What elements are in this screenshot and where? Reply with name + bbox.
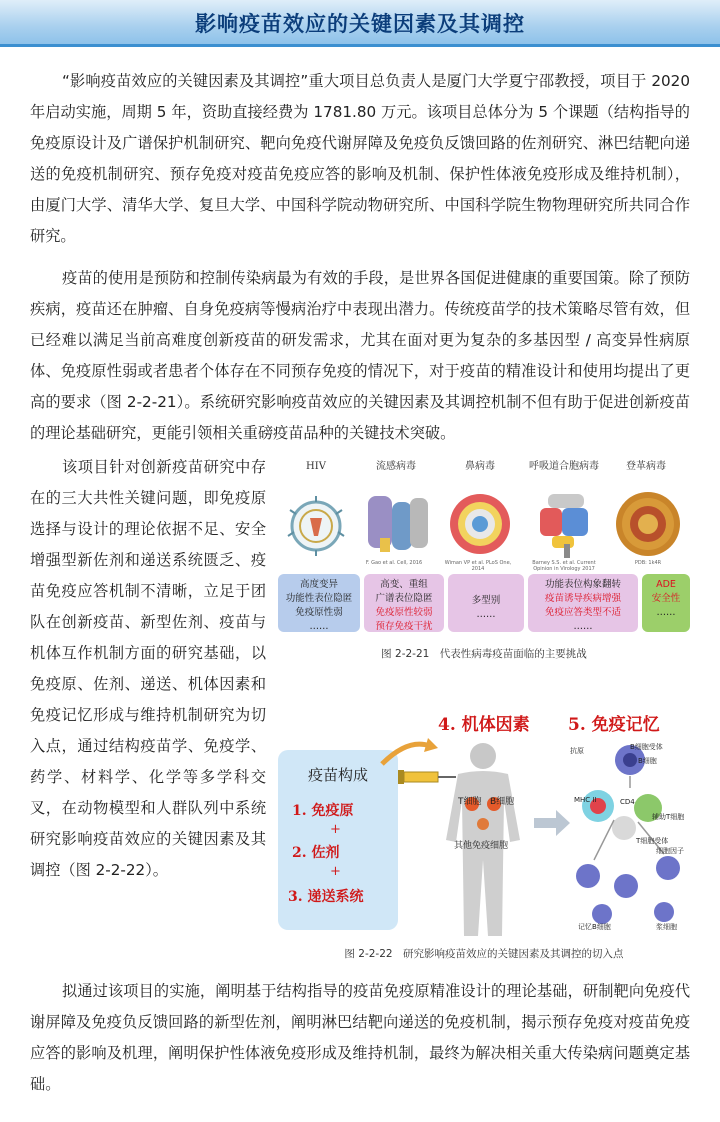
plus-sign: + — [330, 822, 341, 837]
box-line: 广谱表位隐匿 — [375, 593, 433, 604]
box-line: 高变、重组 — [380, 579, 428, 590]
box-line: …… — [476, 609, 496, 620]
box-line: 多型别 — [471, 595, 501, 606]
paragraph-intro: “影响疫苗效应的关键因素及其调控”重大项目总负责人是厦门大学夏宁邵教授，项目于 2020 年启动实施，周期 5 年，资助直接经费为 1781.80 万元。该项目总体分为 5 个课题（结构指导的免疫原设计及广谱保护机制研究、靶向免疫代谢屏障及免疫负反馈回路的佐剂研究、淋巴结靶向递送的免疫机制研究、预存免疫对疫苗免疫应答的影响及机制、保护性体液免疫形成及维持机制），由厦门大学、清华大学、复旦大学、中国科学院动物研究所、中国科学院生物物理研究所共同合作研究。 — [30, 72, 690, 245]
syringe-icon — [398, 762, 458, 792]
box-line: 免疫原性弱 — [295, 607, 343, 618]
rsv-protein-illustration — [530, 488, 602, 560]
figure-virus-challenges — [278, 460, 690, 660]
box-line: ADE — [656, 579, 676, 590]
box-line: …… — [656, 607, 676, 618]
box-line: 免疫应答类型不适 — [544, 607, 621, 618]
cite-influenza: F. Gao et al. Cell, 2016 — [365, 560, 423, 566]
paragraph-approach: 该项目针对创新疫苗研究中存在的三大共性关键问题，即免疫原选择与设计的理论依据不足、安全增强型新佐剂和递送系统匮乏、疫苗免疫应答机制不清晰，立足于团队在创新疫苗、新型佐剂、疫苗与机体互作机制方面的研究基础，以免疫原、佐剂、递送、机体因素和免疫记忆形成与维持机制研究为切入点，通过结构疫苗学、免疫学、药学、材料学、化学等多学科交叉，在动物模型和人群队列中系统研究影响疫苗效应的关键因素及其调控（图 2-2-22）。 — [30, 458, 266, 879]
figure-caption: 图 2-2-22 研究影响疫苗效应的关键因素及其调控的切入点 — [344, 948, 624, 960]
box-line: 预存免疫干扰 — [375, 621, 433, 632]
label-helper-t: 辅助T细胞 — [652, 813, 685, 821]
dengue-virus-illustration — [612, 488, 684, 560]
box-line: 疫苗诱导疾病增强 — [544, 593, 621, 604]
label-cd4: CD4 — [620, 798, 635, 806]
label-bcell-memory: B细胞 — [638, 757, 657, 765]
virus-label-influenza: 流感病毒 — [376, 461, 416, 472]
challenge-box-influenza — [364, 574, 444, 632]
figure-vaccine-factors — [278, 700, 690, 940]
box-line: 免疫原性较弱 — [375, 607, 433, 618]
vaccine-components-box — [278, 750, 398, 930]
paragraph-outcome: 拟通过该项目的实施，阐明基于结构指导的疫苗免疫原精准设计的理论基础，研制靶向免疫代谢屏障及免疫负反馈回路的新型佐剂，阐明淋巴结靶向递送的免疫机制，揭示预存免疫对疫苗免疫应答的影响及机理，阐明保护性体液免疫形成及维持机制，最终为解决相关重大传染病问题奠定基础。 — [30, 982, 690, 1093]
label-plasma-cell: 浆细胞 — [656, 923, 677, 931]
box-line: …… — [309, 621, 329, 632]
figure-caption: 图 2-2-21 代表性病毒疫苗面临的主要挑战 — [381, 648, 587, 660]
label-cytokine: 细胞因子 — [656, 847, 684, 855]
virus-label-hiv: HIV — [306, 461, 326, 472]
label-other-immune-cells: 其他免疫细胞 — [454, 841, 509, 851]
cite-dengue: PDB: 1k4R — [634, 560, 662, 566]
component-delivery: 3. 递送系统 — [288, 889, 364, 905]
label-b-cell: B细胞 — [490, 797, 515, 807]
factor-body-title: 4. 机体因素 — [438, 715, 530, 735]
label-t-cell: T细胞 — [458, 797, 482, 807]
label-bcr: B细胞受体 — [630, 743, 663, 751]
component-adjuvant: 2. 佐剂 — [292, 845, 340, 861]
box-line: …… — [573, 621, 593, 632]
virus-label-rsv: 呼吸道合胞病毒 — [529, 461, 599, 472]
challenge-box-hiv — [278, 574, 360, 632]
cite-rsv: Barney S.S. et al. Current Opinion in Virology 2017 — [532, 560, 596, 572]
box-line: 高度变异 — [299, 579, 338, 590]
box-line: 功能性表位隐匿 — [285, 593, 353, 604]
page-title: 影响疫苗效应的关键因素及其调控 — [195, 12, 525, 36]
label-memory-b: 记忆B细胞 — [578, 923, 611, 931]
label-tcr: T细胞受体 — [636, 837, 669, 845]
cite-rhinovirus: Wiman VP et al. PLoS One, 2014 — [444, 560, 512, 572]
paragraph-background: 疫苗的使用是预防和控制传染病最为有效的手段，是世界各国促进健康的重要国策。除了预防疾病，疫苗还在肿瘤、自身免疫病等慢病治疗中表现出潜力。传统疫苗学的技术策略尽管有效，但已经难以满足当前高难度创新疫苗的研发需求，尤其在面对更为复杂的多基因型 / 高变异性病原体、免疫原性弱或者患者个体存在不同预存免疫的情况下，对于疫苗的精准设计和使用均提出了更高的要求（图 2-2-21）。系统研究影响疫苗效应的关键因素及其调控机制不但有助于促进创新疫苗的理论基础研究，更能引领相关重磅疫苗品种的关键技术突破。 — [30, 269, 690, 442]
box-line: 功能表位构象翻转 — [544, 579, 621, 590]
challenge-box-rhinovirus — [448, 574, 524, 632]
header-banner — [0, 0, 720, 47]
plus-sign: + — [330, 864, 341, 879]
label-mhc2: MHC II — [574, 796, 597, 804]
influenza-protein-illustration — [362, 488, 434, 560]
virus-label-dengue: 登革病毒 — [626, 461, 666, 472]
immune-memory-illustration — [568, 736, 690, 936]
label-antigen: 抗原 — [570, 747, 584, 755]
challenge-box-dengue — [642, 574, 690, 632]
challenge-box-rsv — [528, 574, 638, 632]
component-immunogen: 1. 免疫原 — [292, 803, 354, 819]
box-line: 安全性 — [651, 593, 681, 604]
factor-memory-title: 5. 免疫记忆 — [568, 715, 660, 735]
arrow-right-icon — [534, 810, 570, 836]
vaccine-title: 疫苗构成 — [307, 766, 368, 784]
virus-label-rhinovirus: 鼻病毒 — [465, 461, 495, 472]
hiv-virus-illustration — [280, 488, 352, 560]
rhinovirus-capsid-illustration — [444, 488, 516, 560]
